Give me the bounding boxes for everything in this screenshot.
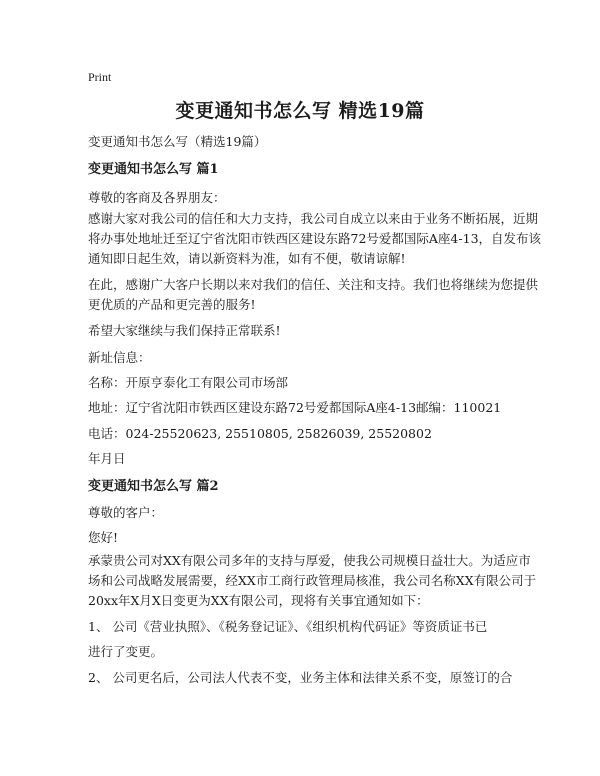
article2-para1-line3: 20xx年X月X日变更为XX有限公司，现将有关事宜通知如下： — [88, 593, 429, 608]
intro-text: 变更通知书怎么写（精选19篇） — [88, 134, 267, 149]
article1-para1-line3: 通知即日起生效，请以新资料为准，如有不便，敬请谅解! — [88, 251, 406, 266]
article2-item1-cont: 进行了变更。 — [88, 644, 164, 659]
article1-para3: 希望大家继续与我们保持正常联系! — [88, 323, 281, 338]
article1-heading: 变更通知书怎么写 篇1 — [88, 162, 219, 177]
article1-para2-line2: 更优质的产品和更完善的服务! — [88, 297, 256, 312]
article2-para1-line2: 场和公司战略发展需要，经XX市工商行政管理局核准，我公司名称XX有限公司于 — [88, 573, 537, 588]
article2-item2: 2、 公司更名后，公司法人代表不变，业务主体和法律关系不变，原签订的合 — [88, 670, 513, 685]
article1-para1-line2: 将办事处地址迁至辽宁省沈阳市铁西区建设东路72号爱都国际A座4-13，自发布该 — [88, 231, 542, 246]
article2-hello: 您好! — [88, 530, 119, 545]
article1-name: 名称：开原亨泰化工有限公司市场部 — [88, 375, 289, 390]
print-label[interactable]: Print — [88, 70, 112, 84]
article1-para1-line1: 感谢大家对我公司的信任和大力支持，我公司自成立以来由于业务不断拓展，近期 — [88, 211, 539, 226]
article1-phone: 电话：024-25520623, 25510805, 25826039, 25520802 — [88, 426, 432, 441]
article1-date: 年月日 — [88, 451, 126, 466]
article2-greeting: 尊敬的客户： — [88, 505, 164, 520]
page-title: 变更通知书怎么写 精选19篇 — [175, 100, 425, 122]
article1-new-info: 新址信息： — [88, 350, 151, 365]
article1-address: 地址：辽宁省沈阳市铁西区建设东路72号爱都国际A座4-13邮编：110021 — [88, 400, 502, 415]
article2-item1: 1、 公司《营业执照》、《税务登记证》、《组织机构代码证》等资质证书已 — [88, 619, 488, 634]
article1-greeting: 尊敬的客商及各界朋友： — [88, 190, 226, 205]
article1-para2-line1: 在此，感谢广大客户长期以来对我们的信任、关注和支持。我们也将继续为您提供 — [88, 277, 539, 292]
article2-heading: 变更通知书怎么写 篇2 — [88, 479, 219, 494]
article2-para1-line1: 承蒙贵公司对XX有限公司多年的支持与厚爱，使我公司规模日益壮大。为适应市 — [88, 553, 531, 568]
